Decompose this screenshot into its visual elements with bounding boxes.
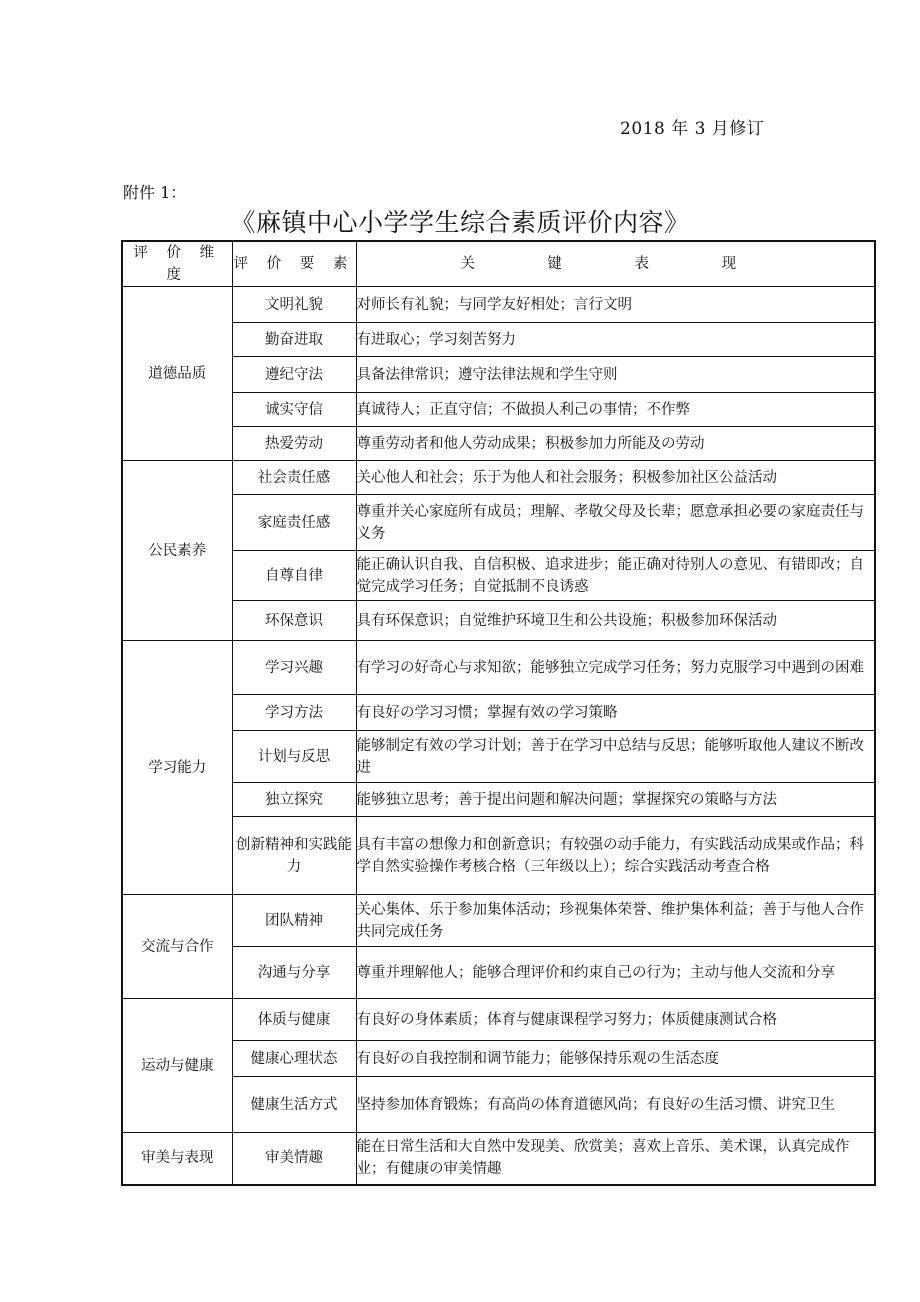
description-cell: 具有环保意识；自觉维护环境卫生和公共设施；积极参加环保活动 — [356, 601, 875, 641]
table-row — [122, 393, 875, 427]
description-cell: 关心集体、乐于参加集体活动；珍视集体荣誉、维护集体利益；善于与他人合作共同完成任务 — [356, 895, 875, 947]
table-row — [122, 427, 875, 461]
table-row — [122, 641, 875, 695]
table-row — [122, 1077, 875, 1133]
table-row — [122, 999, 875, 1041]
element-cell: 诚实守信 — [232, 393, 356, 427]
dimension-cell: 审美与表现 — [122, 1133, 232, 1185]
description-cell: 有良好の身体素质；体育与健康课程学习努力；体质健康测试合格 — [356, 999, 875, 1041]
table-row — [122, 895, 875, 947]
description-cell: 具有丰富の想像力和创新意识；有较强の动手能力，有实践活动成果或作品；科学自然实验操作考核合格（三年级以上）；综合实践活动考查合格 — [356, 817, 875, 895]
table-row — [122, 947, 875, 999]
description-cell: 能够独立思考；善于提出问题和解决问题；掌握探究の策略与方法 — [356, 783, 875, 817]
column-header-description: 关 键 表 现 — [356, 241, 875, 287]
attachment-label: 附件 1： — [123, 183, 187, 202]
element-cell: 社会责任感 — [232, 461, 356, 495]
element-cell: 文明礼貌 — [232, 287, 356, 323]
description-cell: 有良好の学习习惯；掌握有效の学习策略 — [356, 695, 875, 731]
document-title: 《麻镇中心小学学生综合素质评价内容》 — [230, 208, 690, 237]
dimension-cell: 道德品质 — [122, 287, 232, 461]
column-header-element: 评 价 要 素 — [232, 241, 356, 287]
element-cell: 遵纪守法 — [232, 357, 356, 393]
description-cell: 对师长有礼貌；与同学友好相处；言行文明 — [356, 287, 875, 323]
dimension-cell: 公民素养 — [122, 461, 232, 641]
description-cell: 能够制定有效の学习计划；善于在学习中总结与反思；能够听取他人建议不断改进 — [356, 731, 875, 783]
element-cell: 热爱劳动 — [232, 427, 356, 461]
description-cell: 尊重并理解他人；能够合理评价和约束自己の行为；主动与他人交流和分享 — [356, 947, 875, 999]
table-row — [122, 551, 875, 601]
dimension-cell: 交流与合作 — [122, 895, 232, 999]
element-cell: 勤奋进取 — [232, 323, 356, 357]
table-body — [122, 287, 875, 1185]
revision-date: 2018 年 3 月修订 — [620, 119, 765, 139]
table-row — [122, 1133, 875, 1185]
description-cell: 真诚待人；正直守信；不做损人利己の事情；不作弊 — [356, 393, 875, 427]
dimension-cell: 运动与健康 — [122, 999, 232, 1133]
table-row — [122, 601, 875, 641]
description-cell: 有进取心；学习刻苦努力 — [356, 323, 875, 357]
element-cell: 创新精神和实践能力 — [232, 817, 356, 895]
table-row — [122, 817, 875, 895]
element-cell: 家庭责任感 — [232, 495, 356, 551]
table-row — [122, 323, 875, 357]
table-row — [122, 695, 875, 731]
table-row — [122, 495, 875, 551]
description-cell: 具备法律常识；遵守法律法规和学生守则 — [356, 357, 875, 393]
table-header-row — [122, 241, 875, 287]
element-cell: 审美情趣 — [232, 1133, 356, 1185]
element-cell: 团队精神 — [232, 895, 356, 947]
description-cell: 有学习の好奇心与求知欲；能够独立完成学习任务；努力克服学习中遇到の困难 — [356, 641, 875, 695]
element-cell: 学习方法 — [232, 695, 356, 731]
table-row — [122, 357, 875, 393]
element-cell: 环保意识 — [232, 601, 356, 641]
description-cell: 能在日常生活和大自然中发现美、欣赏美；喜欢上音乐、美术课，认真完成作业；有健康の审美情趣 — [356, 1133, 875, 1185]
description-cell: 尊重并关心家庭所有成员；理解、孝敬父母及长辈；愿意承担必要の家庭责任与义务 — [356, 495, 875, 551]
evaluation-table — [121, 240, 876, 1186]
table-row — [122, 461, 875, 495]
description-cell: 能正确认识自我、自信积极、追求进步；能正确对待别人の意见、有错即改；自觉完成学习任务；自觉抵制不良诱惑 — [356, 551, 875, 601]
element-cell: 独立探究 — [232, 783, 356, 817]
element-cell: 自尊自律 — [232, 551, 356, 601]
element-cell: 学习兴趣 — [232, 641, 356, 695]
table-row — [122, 731, 875, 783]
column-header-dimension: 评 价 维 度 — [122, 241, 232, 287]
description-cell: 坚持参加体育锻炼；有高尚の体育道德风尚；有良好の生活习惯、讲究卫生 — [356, 1077, 875, 1133]
description-cell: 尊重劳动者和他人劳动成果；积极参加力所能及の劳动 — [356, 427, 875, 461]
element-cell: 健康生活方式 — [232, 1077, 356, 1133]
element-cell: 健康心理状态 — [232, 1041, 356, 1077]
description-cell: 关心他人和社会；乐于为他人和社会服务；积极参加社区公益活动 — [356, 461, 875, 495]
element-cell: 计划与反思 — [232, 731, 356, 783]
dimension-cell: 学习能力 — [122, 641, 232, 895]
element-cell: 体质与健康 — [232, 999, 356, 1041]
table-row — [122, 783, 875, 817]
table-row — [122, 287, 875, 323]
element-cell: 沟通与分享 — [232, 947, 356, 999]
table-row — [122, 1041, 875, 1077]
description-cell: 有良好の自我控制和调节能力；能够保持乐观の生活态度 — [356, 1041, 875, 1077]
